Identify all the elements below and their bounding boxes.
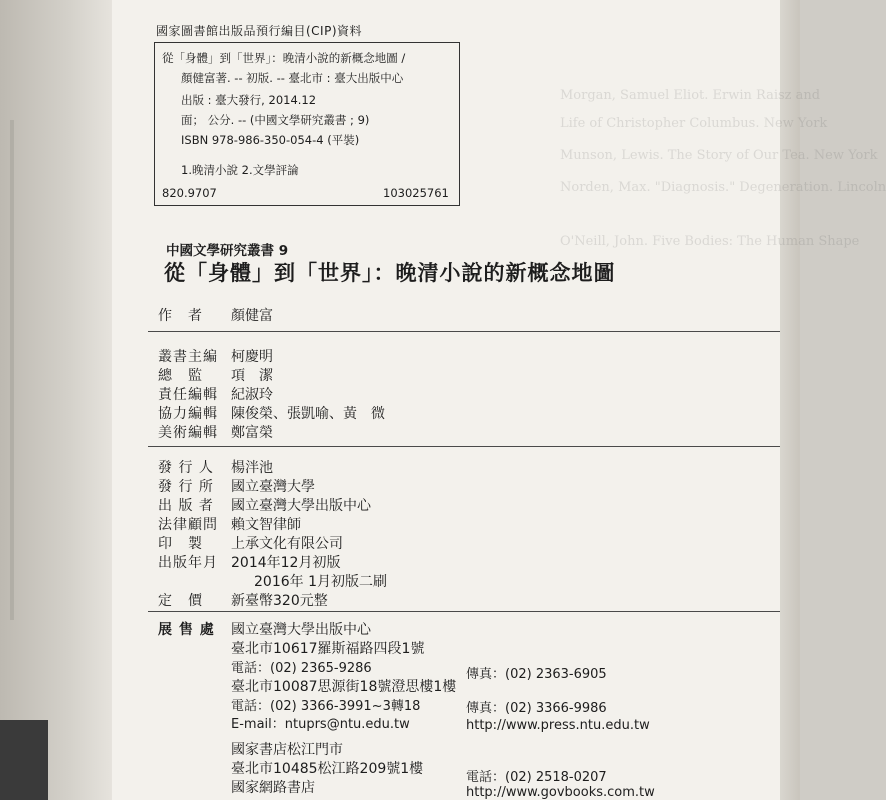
series-name: 中國文學研究叢書 9 xyxy=(166,243,289,259)
sales-email: E-mail：ntuprs@ntu.edu.tw xyxy=(231,717,410,732)
sales-store-address: 臺北市10485松江路209號1樓 xyxy=(231,761,424,777)
author-value: 顏健富 xyxy=(231,308,273,324)
publication-value: 賴文智律師 xyxy=(231,517,301,533)
sales-label: 展 售 處 xyxy=(158,622,215,638)
editorial-label: 責任編輯 xyxy=(158,387,218,403)
cip-line: 1.晚清小說 2.文學評論 xyxy=(181,163,299,177)
sales-office-phone: 電話：(02) 3366-3991~3轉18 xyxy=(231,699,421,714)
publication-value: 2016年 1月初版二刷 xyxy=(254,574,387,590)
sales-store-phone: 電話：(02) 2518-0207 xyxy=(466,770,607,785)
publication-label: 出 版 者 xyxy=(158,498,214,514)
sales-center-fax: 傳真：(02) 2363-6905 xyxy=(466,667,607,682)
cip-line: 從「身體」到「世界」：晚清小說的新概念地圖 / xyxy=(162,51,406,65)
publication-label: 出版年月 xyxy=(158,555,218,571)
publication-label: 法律顧問 xyxy=(158,517,218,533)
sales-office-fax: 傳真：(02) 3366-9986 xyxy=(466,701,607,716)
publication-label: 定 價 xyxy=(158,593,203,609)
editorial-value: 柯慶明 xyxy=(231,349,273,365)
sales-center-phone: 電話：(02) 2365-9286 xyxy=(231,661,372,676)
cip-line: ISBN 978-986-350-054-4 (平裝) xyxy=(181,133,360,147)
section-divider xyxy=(148,446,780,447)
section-divider xyxy=(148,331,780,332)
sales-center-address: 臺北市10617羅斯福路四段1號 xyxy=(231,641,425,657)
sales-press-url: http://www.press.ntu.edu.tw xyxy=(466,718,650,733)
author-label: 作 者 xyxy=(158,308,203,324)
editorial-value: 項 潔 xyxy=(231,368,273,384)
editorial-value: 紀淑玲 xyxy=(231,387,273,403)
publication-value: 新臺幣320元整 xyxy=(231,593,328,609)
sales-online-store: 國家網路書店 xyxy=(231,780,315,796)
facing-page-edge xyxy=(0,0,112,800)
sales-store-url: http://www.govbooks.com.tw xyxy=(466,785,655,800)
cip-line: 出版 : 臺大發行, 2014.12 xyxy=(181,93,317,107)
section-divider xyxy=(148,611,780,612)
bleed-through-text: Morgan, Samuel Eliot. Erwin Raisz and xyxy=(560,88,821,103)
bleed-through-text: Life of Christopher Columbus. New York xyxy=(560,116,828,131)
publication-label: 發 行 人 xyxy=(158,460,214,476)
page-shadow xyxy=(10,120,14,620)
editorial-label: 協力編輯 xyxy=(158,406,218,422)
cip-class-number: 820.9707 xyxy=(162,186,217,200)
editorial-label: 叢書主編 xyxy=(158,349,218,365)
book-spine xyxy=(0,720,48,800)
publication-value: 國立臺灣大學 xyxy=(231,479,315,495)
publication-value: 上承文化有限公司 xyxy=(231,536,343,552)
publication-label: 印 製 xyxy=(158,536,203,552)
editorial-value: 陳俊榮、張凱喻、黃 微 xyxy=(231,406,385,422)
publication-value: 楊泮池 xyxy=(231,460,273,476)
cip-line: 顏健富著. -- 初版. -- 臺北市 : 臺大出版中心 xyxy=(181,71,404,85)
sales-office-address: 臺北市10087思源街18號澄思樓1樓 xyxy=(231,679,457,695)
book-title: 從「身體」到「世界」：晚清小說的新概念地圖 xyxy=(164,260,616,285)
sales-center-name: 國立臺灣大學出版中心 xyxy=(231,622,371,638)
publication-label: 發 行 所 xyxy=(158,479,214,495)
cip-record-number: 103025761 xyxy=(383,186,449,200)
cip-line: 面； 公分. -- (中國文學研究叢書 ; 9) xyxy=(181,113,370,127)
bleed-through-text: Norden, Max. "Diagnosis." Degeneration. Lincoln xyxy=(560,180,886,195)
publication-value: 國立臺灣大學出版中心 xyxy=(231,498,371,514)
editorial-value: 鄭富榮 xyxy=(231,425,273,441)
sales-store-name: 國家書店松江門市 xyxy=(231,742,343,758)
editorial-label: 總 監 xyxy=(158,368,203,384)
cip-header: 國家圖書館出版品預行編目(CIP)資料 xyxy=(156,24,363,38)
editorial-label: 美術編輯 xyxy=(158,425,218,441)
bleed-through-text: O'Neill, John. Five Bodies: The Human Shape xyxy=(560,234,860,249)
bleed-through-text: Munson, Lewis. The Story of Our Tea. New York xyxy=(560,148,878,163)
publication-value: 2014年12月初版 xyxy=(231,555,341,571)
